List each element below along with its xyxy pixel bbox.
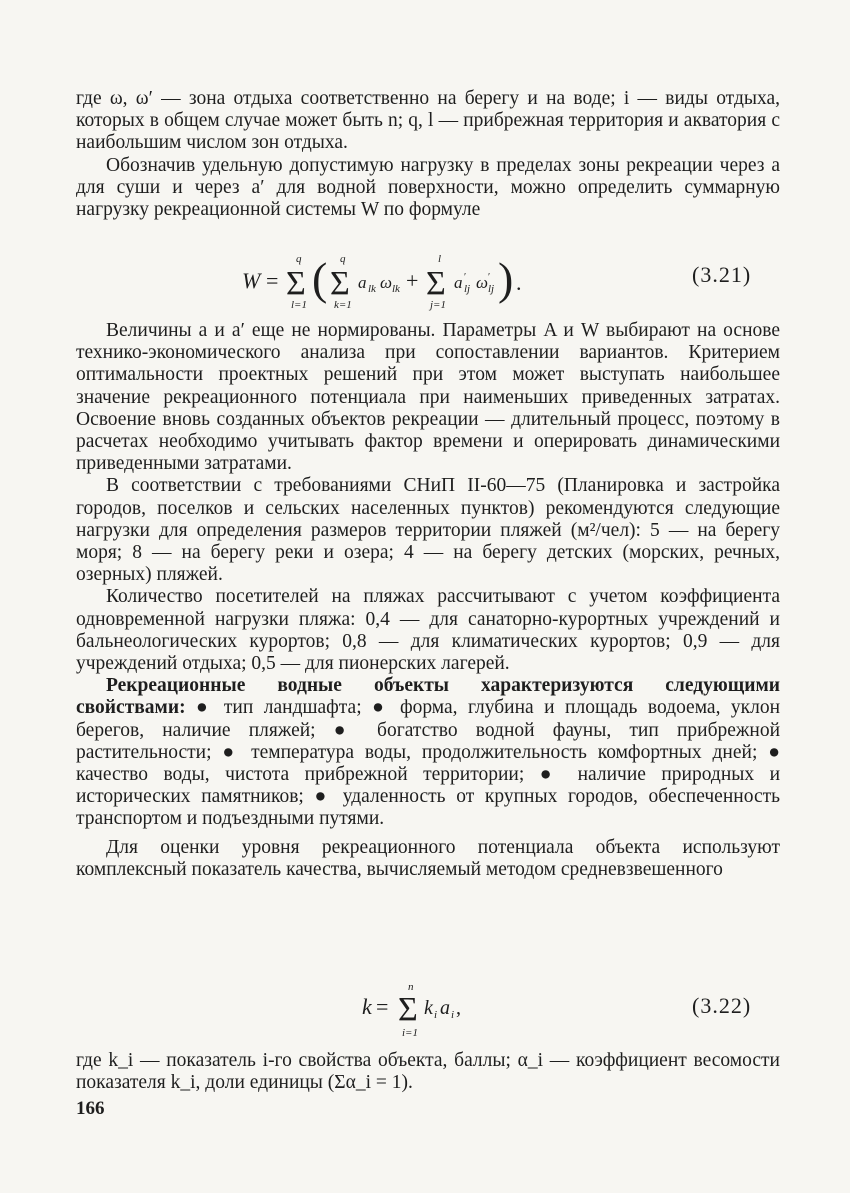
paragraph-snip-norms: В соответствии с требованиями СНиП II-60—75 (Планировка и застройка городов, поселков и сельских населенных пунктов) рекомендуются следующие нагрузки для определения размеров территории пляжей (м²/чел): 5 — на берегу моря; 8 — на берегу реки и озера; 4 — на берегу детских (морских, речных, озерных) пляжей. <box>76 475 780 586</box>
paragraph-water-properties <box>76 675 780 830</box>
svg-text:(: ( <box>312 253 328 304</box>
paragraph-visitor-coefficients: Количество посетителей на пляжах рассчитывают с учетом коэффициента одновременной нагрузки пляжа: 0,4 — для санаторно-курортных учреждений и бальнеологических курортов; 0,8 — для климатических курортов; 0,9 — для учреждений отдыха; 0,5 — для пионерских лагерей. <box>76 586 780 675</box>
property-item: наличие природных и исторических памятников; <box>76 764 781 808</box>
paragraph-parameters: Величины a и a′ еще не нормированы. Параметры A и W выбирают на основе технико-экономического анализа при сопоставлении вариантов. Критерием оптимальности проектных решений при этом может выступать наибольшее значение рекреационного потенциала при наименьших приведенных затратах. Освоение вновь созданных объектов рекреации — длительный процесс, поэтому в расчетах необходимо учитывать фактор времени и оперировать динамическими приведенными затратами. <box>76 320 780 475</box>
bullet-icon: ● <box>372 697 390 719</box>
property-item: удаленность от крупных городов, обеспеченность транспортом и подъездными путями. <box>76 786 781 830</box>
property-item: богатство водной фауны, тип прибрежной растительности; <box>76 719 780 763</box>
svg-text:,: , <box>456 997 461 1019</box>
svg-text:l: l <box>438 253 442 265</box>
svg-text:q: q <box>340 253 346 265</box>
text-block-top <box>76 88 780 221</box>
svg-text:Σ: Σ <box>426 265 446 302</box>
svg-text:j=1: j=1 <box>430 299 446 311</box>
svg-text:i: i <box>434 1009 438 1021</box>
property-item: тип ландшафта; <box>223 697 362 719</box>
formula-3-22 <box>360 978 500 1040</box>
paragraph-symbol-definitions: где k_i — показатель i-го свойства объекта, баллы; α_i — коэффициент весомости показателя k_i, доли единицы (Σα_i = 1). <box>76 1050 780 1094</box>
svg-text:n: n <box>408 981 414 993</box>
bullet-icon: ● <box>222 741 241 763</box>
text-block-middle <box>76 320 780 881</box>
svg-text:′: ′ <box>488 272 491 283</box>
property-item: форма, глубина и площадь водоема, уклон берегов, наличие пляжей; <box>76 697 781 741</box>
formula-3-21 <box>240 250 580 312</box>
svg-text:i=1: i=1 <box>402 1027 418 1039</box>
property-item: качество воды, чистота прибрежной территории; <box>76 764 525 786</box>
bullet-icon: ● <box>196 697 214 719</box>
svg-text:q: q <box>296 253 302 265</box>
svg-text:lk: lk <box>392 283 400 295</box>
equation-number-3-21: (3.21) <box>692 262 752 287</box>
svg-text:k=1: k=1 <box>334 299 352 311</box>
svg-text:): ) <box>498 253 514 304</box>
equation-number-3-22: (3.22) <box>692 993 752 1018</box>
page-number: 166 <box>76 1098 105 1119</box>
svg-text:a: a <box>440 997 450 1019</box>
svg-text:l=1: l=1 <box>291 299 307 311</box>
svg-text:=: = <box>376 994 389 1019</box>
svg-text:Σ: Σ <box>286 265 306 302</box>
svg-text:.: . <box>516 270 522 295</box>
bullet-icon: ● <box>539 764 563 786</box>
bullet-icon: ● <box>333 719 359 741</box>
svg-text:a: a <box>454 273 463 292</box>
svg-text:Σ: Σ <box>330 265 350 302</box>
bullet-icon: ● <box>314 786 333 808</box>
svg-text:a: a <box>358 273 367 292</box>
svg-text:Σ: Σ <box>398 991 418 1028</box>
svg-text:ω: ω <box>380 273 393 292</box>
svg-text:′: ′ <box>464 272 467 283</box>
svg-text:+: + <box>406 268 419 293</box>
svg-text:lk: lk <box>368 283 376 295</box>
svg-text:lj: lj <box>464 283 471 295</box>
svg-text:lj: lj <box>488 283 495 295</box>
paragraph-quality-index: Для оценки уровня рекреационного потенциала объекта используют комплексный показатель качества, вычисляемый методом средневзвешенного <box>76 836 780 880</box>
property-item: температура воды, продолжительность комфортных дней; <box>251 741 758 763</box>
svg-text:=: = <box>266 268 279 293</box>
bullet-icon: ● <box>768 741 781 763</box>
svg-text:ω: ω <box>476 273 489 292</box>
svg-text:k: k <box>424 997 433 1019</box>
paragraph-load-definition: Обозначив удельную допустимую нагрузку в пределах зоны рекреации через a для суши и через a′ для водной поверхности, можно определить суммарную нагрузку рекреационной системы W по формуле <box>76 154 780 221</box>
properties-heading: Рекреационные водные объекты характеризуются следующими свойствами: <box>76 675 780 719</box>
svg-text:i: i <box>451 1009 455 1021</box>
svg-text:k: k <box>362 994 372 1019</box>
paragraph-definitions: где ω, ω′ — зона отдыха соответственно на берегу и на воде; i — виды отдыха, которых в общем случае может быть n; q, l — прибрежная территория и акватория с наибольшим числом зон отдыха. <box>76 88 780 154</box>
text-block-bottom <box>76 1050 780 1094</box>
svg-text:W: W <box>242 268 261 293</box>
